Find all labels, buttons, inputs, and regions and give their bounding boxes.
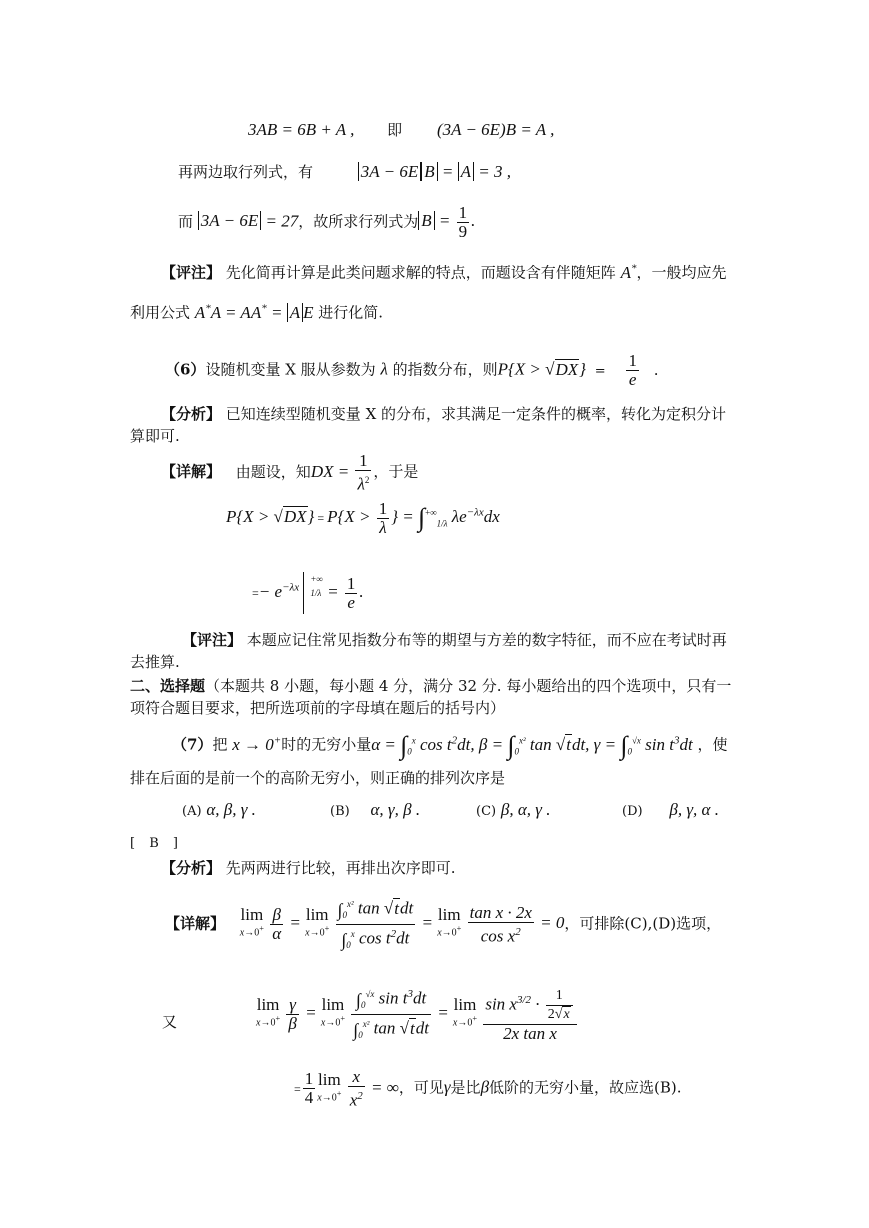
equation: B = $\frac{1}{9}$ . [418,211,475,230]
section-2-line-2 [130,698,505,718]
equation: =− $e^{-\lambda x}$ +∞ 1/λ = $\frac{1}{e}$ . [252,582,364,601]
text: 先化简再计算是此类问题求解的特点，而题设含有伴随矩阵 [225,263,616,282]
equation-result [252,572,364,622]
analysis-7 [161,858,456,878]
section-title: 二、选择题 [130,677,206,695]
text: 算即可. [130,427,180,445]
option-c[interactable]: (C) β, α, γ . [476,800,551,819]
option-a[interactable]: (A) α, β, γ . [182,800,256,819]
text: （本题共 8 小题，每小题 4 分，满分 32 分. 每小题给出的四个选项中，只有一 [205,677,732,695]
text: 由题设，知 [235,462,311,481]
text: 即 [387,121,403,139]
text: 进行化简. [318,303,384,322]
option-b[interactable]: (B) α, γ, β . [330,800,421,819]
equation-gamma-beta [256,985,579,1055]
equation: (3A − 6E)B = A , [436,120,555,139]
equation-line-1 [248,120,554,140]
text: 再两边取行列式，有 [178,163,314,181]
comment-label: 【评注】 [161,263,222,282]
detail-label: 【详解】 [165,914,226,933]
comment-1-line-1 [161,258,727,283]
text: 先两两进行比较，再排出次序即可. [225,859,456,877]
lambda-symbol: λ [380,359,388,379]
text: ，可见 [398,1078,444,1097]
equation: = $\frac{1}{4}$ lim x→0+ $\frac{x}{x^2}$ = ∞ [294,1067,399,1110]
text: 的指数分布，则 [392,360,498,379]
analysis-6-line-2 [130,426,180,446]
text: 时的无穷小量 [281,735,372,754]
text: 利用公式 [130,303,191,322]
equation: P{X > √DX} [497,359,586,379]
equation-p-integral [226,500,500,550]
equation: x → 0+ [232,734,282,754]
comment-6-line-1 [182,630,727,650]
you-label: 又 [162,1013,178,1031]
analysis-6-line-1 [161,404,726,424]
text: 本题应记住常见指数分布等的期望与方差的数字特征，而不应在考试时再 [246,631,727,649]
text: 排在后面的是前一个的高阶无穷小，则正确的排列次序是 [130,769,506,787]
text: 设随机变量 X 服从参数为 [205,360,376,379]
equation: A*A = AA* = A E [194,302,314,322]
equation: $\alpha = \int_0^x$ $\cos t^2dt$, $\beta = \int_0^{x^2}$ tan √tdt, $\gamma = \int_0^{√x}$ $\sin t^3dt$ [371,730,693,760]
comment-6-line-2 [130,652,180,672]
comment-1-line-2 [130,298,383,323]
equation: 3A − 6E B = A = 3 , [358,162,511,181]
question-label: （7） [172,735,213,754]
text: 低阶的无穷小量，故应选(B). [489,1078,682,1097]
comment-label: 【评注】 [182,631,243,649]
text: ，使 [697,735,728,754]
detail-label: 【详解】 [161,462,222,481]
question-7-line-1 [172,730,728,760]
beta-symbol: β [480,1077,490,1097]
text: 已知连续型随机变量 X 的分布，求其满足一定条件的概率，转化为定积分计 [225,405,727,423]
gamma-symbol: γ [443,1077,451,1097]
text: 是比 [450,1078,481,1097]
equation: lim x→0+ $\frac{\gamma}{\beta}$ = lim x→0+ $\frac{\int_0^{√x} \sin t^3dt}{\int_0^{x^2} \tan √tdt}$ = lim x→0+ $\sin x^{3/2}$ · $\frac{1}{2√x}$ 2x tan x [256,1003,579,1022]
text: 去推算. [130,653,180,671]
question-7-line-2 [130,768,505,788]
equation-line-3 [178,204,475,244]
text: 把 [212,735,228,754]
text: ，故所求行列式为 [298,212,419,231]
answer-fraction: $\frac{1}{e}$ [628,351,637,389]
final-line [294,1068,682,1108]
equation: lim x→0+ $\frac{\beta}{\alpha}$ = lim x→0+ $\frac{\int_0^{x^2} \tan √tdt}{\int_0^x \cos t^2dt}$ = lim x→0+ $\frac{\text{tan x · 2x}}{\cos x^2}$ = 0 [240,913,565,932]
text: 项符合题目要求，把所选项前的字母填在题后的括号内） [130,699,506,717]
text: ，于是 [373,462,419,481]
analysis-label: 【分析】 [161,859,222,877]
equation-line-2 [178,162,511,182]
text: ，一般均应先 [636,263,727,282]
detail-6 [161,452,418,492]
text: ，可排除(C),(D)选项， [564,914,722,933]
analysis-label: 【分析】 [161,405,222,423]
adjoint-symbol: A* [620,262,637,282]
question-6: （6）设随机变量 X 服从参数为 λ 的指数分布，则P{X > √DX} = $\frac{1}{e}$ . [165,351,659,389]
equation: DX = $\frac{1}{\lambda^2}$ [310,451,370,494]
detail-7 [165,895,721,955]
answer-bracket: [ B ] [130,836,178,851]
section-2-line-1 [130,676,731,696]
option-d[interactable]: (D) β, γ, α . [622,800,719,819]
equation: P{X > √DX} = P{X > $\frac{1}{\lambda}$ } = $\int^{+\infty}_{1/\lambda}$ $\lambda e^{-\lambda x}dx$ [226,499,500,537]
question-label: （6） [165,360,206,379]
text: 而 [178,212,194,231]
equation: 3A − 6E = 27 [198,211,298,230]
equation: 3AB = 6B + A , [248,120,355,139]
